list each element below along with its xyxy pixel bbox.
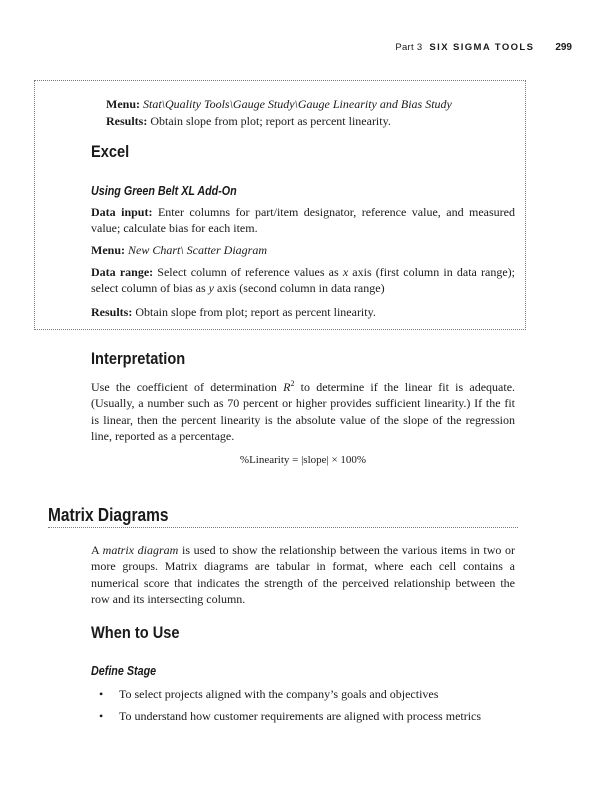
bullet-icon: •	[99, 687, 104, 701]
page-number: 299	[555, 42, 572, 53]
excel-data-range-label: Data range:	[91, 265, 154, 279]
r-symbol: R	[283, 380, 291, 394]
excel-menu-line	[91, 242, 515, 258]
define-stage-list	[91, 686, 515, 725]
excel-data-range	[91, 264, 515, 297]
excel-results-line	[91, 304, 515, 320]
excel-data-input	[91, 204, 515, 237]
define-stage-heading: Define Stage	[91, 664, 157, 678]
interpretation-text-2: to determine if the linear fit is adequate. (Usually, a number such as 70 percent or higher provides sufficient linearity.) If the fit is linear, then the percent linearity is the absolute value of the slope of the regression line, reported as a percentage.	[91, 380, 516, 444]
list-item-text: To select projects aligned with the company’s goals and objectives	[119, 687, 439, 701]
excel-results-text: Obtain slope from plot; report as percent linearity.	[135, 305, 376, 319]
interpretation-heading: Interpretation	[91, 349, 186, 368]
matrix-intro-2: is used to show the relationship between the various items in two or more groups. Matrix diagrams are tabular in format, where each cell contains a numerical score that indicates the strength of the perceived relationship between the row and its intersecting column.	[91, 543, 516, 607]
excel-data-range-text-2: axis (first column in data range); select column of bias as	[91, 265, 516, 296]
linearity-equation: %Linearity = |slope| × 100%	[239, 454, 367, 466]
excel-data-range-var-y: y	[208, 281, 214, 296]
bullet-icon: •	[99, 709, 104, 724]
matrix-intro-paragraph	[91, 542, 515, 608]
minitab-menu-label: Menu:	[106, 97, 140, 111]
excel-subheading: Using Green Belt XL Add-On	[91, 184, 237, 198]
running-header-part: Part 3	[395, 42, 423, 53]
minitab-results-label: Results:	[106, 114, 148, 128]
list-item-text: To understand how customer requirements are aligned with process metrics	[119, 709, 482, 724]
excel-data-range-text-1: Select column of reference values as	[157, 265, 339, 279]
matrix-intro-term: matrix diagram	[102, 543, 179, 557]
minitab-menu-path: Stat\Quality Tools\Gauge Study\Gauge Linearity and Bias Study	[143, 97, 452, 111]
interpretation-text-1: Use the coefficient of determination	[91, 380, 277, 394]
matrix-intro-1: A	[91, 543, 100, 557]
excel-data-range-var-x: x	[342, 265, 349, 279]
list-item	[91, 686, 515, 702]
list-item	[91, 708, 515, 724]
excel-heading: Excel	[91, 142, 130, 161]
excel-menu-label: Menu:	[91, 243, 125, 257]
excel-data-input-label: Data input:	[91, 205, 153, 219]
minitab-menu-line	[106, 96, 516, 112]
running-header-title: SIX SIGMA TOOLS	[429, 42, 535, 53]
excel-data-range-text-3: axis (second column in data range)	[216, 281, 385, 296]
minitab-results-text: Obtain slope from plot; report as percent linearity.	[150, 114, 391, 128]
when-to-use-heading: When to Use	[91, 623, 180, 642]
excel-data-input-text: Enter columns for part/item designator, reference value, and measured value; calculate bias for each item.	[91, 205, 516, 236]
interpretation-paragraph	[91, 376, 515, 445]
r-superscript: 2	[290, 379, 295, 388]
minitab-results-line	[106, 113, 516, 129]
matrix-diagrams-heading: Matrix Diagrams	[48, 505, 169, 525]
excel-menu-path: New Chart\ Scatter Diagram	[128, 243, 268, 257]
running-header	[395, 42, 572, 53]
excel-results-label: Results:	[91, 305, 133, 319]
section-divider	[48, 527, 518, 528]
